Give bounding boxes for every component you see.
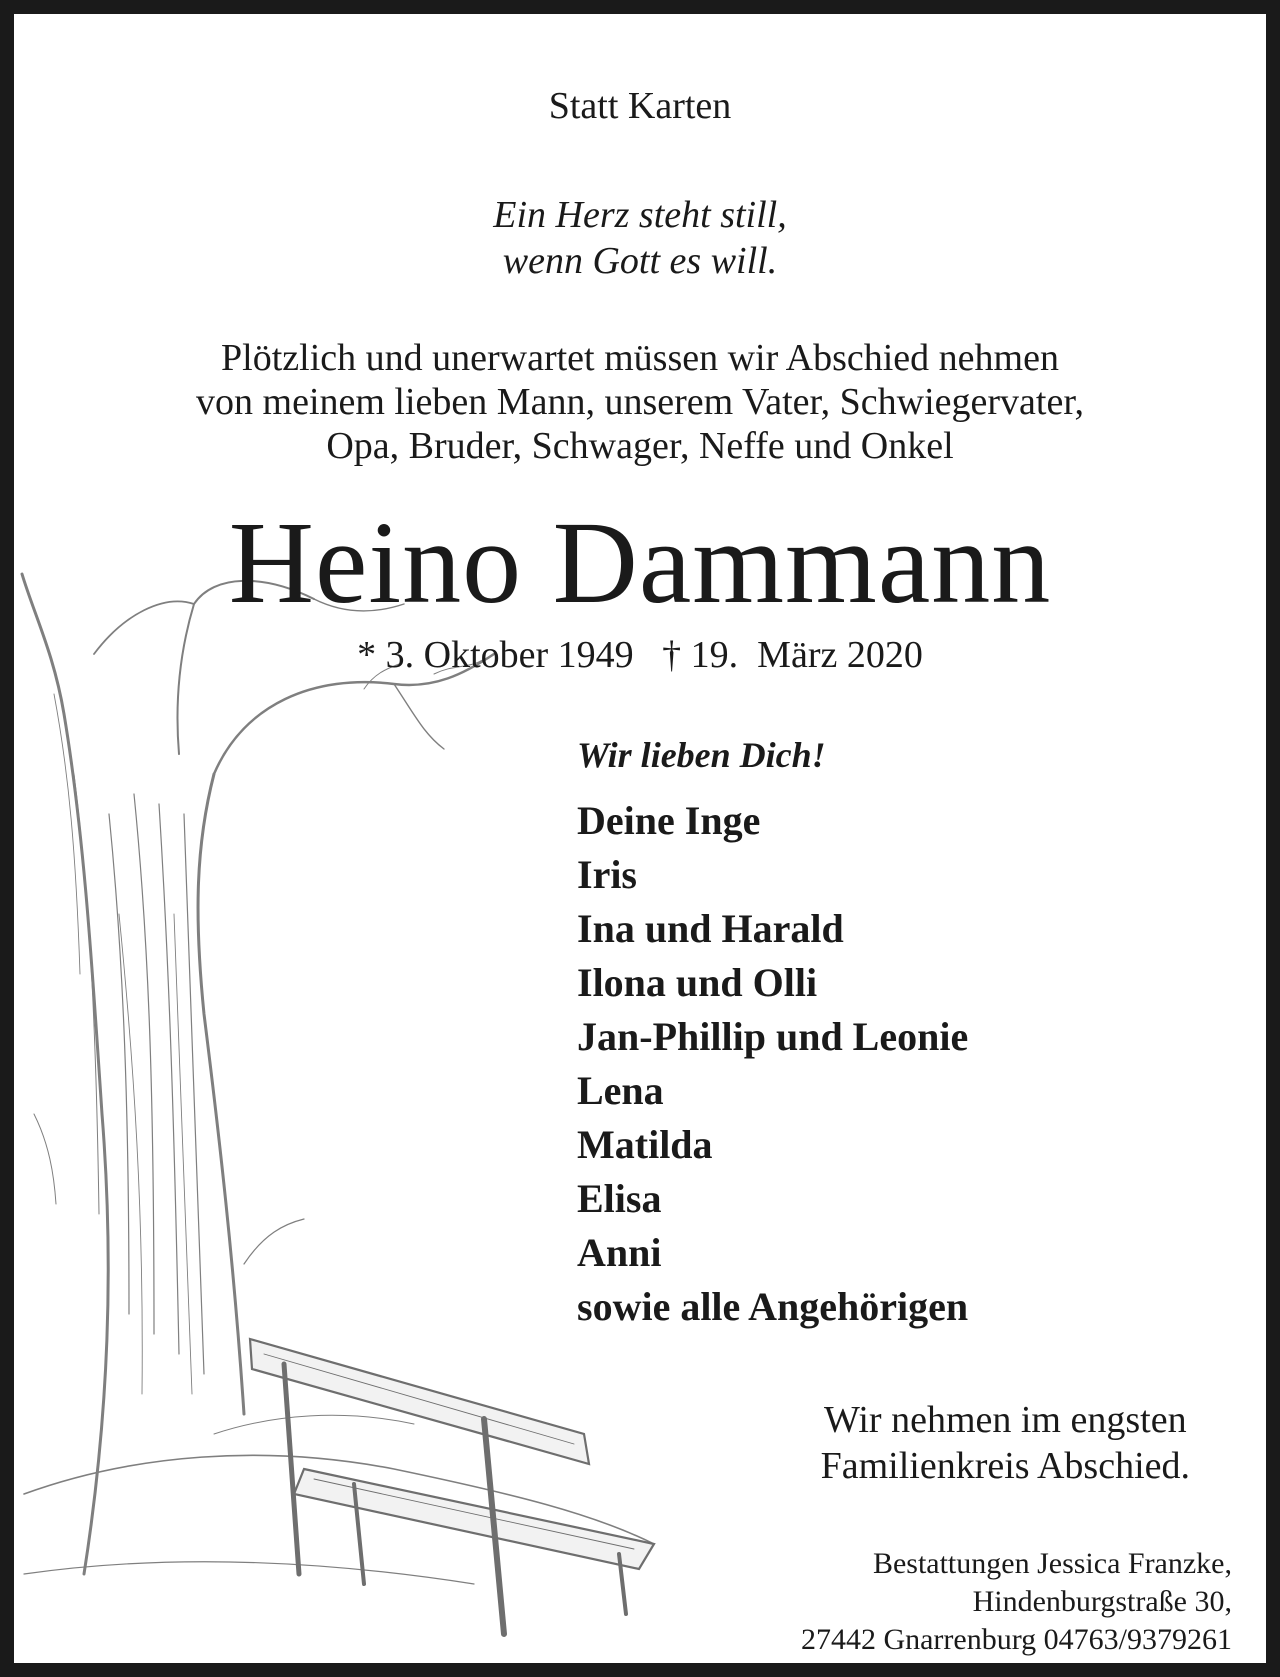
announcement-line: von meinem lieben Mann, unserem Vater, Schwiegervater,	[196, 381, 1084, 423]
funeral-home-info	[801, 1545, 1232, 1659]
announcement-line: Opa, Bruder, Schwager, Neffe und Onkel	[326, 425, 954, 467]
farewell-line: Wir nehmen im engsten	[824, 1399, 1187, 1441]
mourner-name: Anni	[577, 1230, 662, 1275]
birth-date: * 3. Oktober 1949	[357, 634, 634, 676]
announcement-line: Plötzlich und unerwartet müssen wir Abschied nehmen	[221, 337, 1059, 379]
mourner-name: Iris	[577, 852, 637, 897]
mourner-name: Elisa	[577, 1176, 662, 1221]
mourner-name: Matilda	[577, 1122, 713, 1167]
memorial-verse	[14, 192, 1266, 284]
love-line: Wir lieben Dich!	[577, 735, 826, 775]
mourner-name: Ina und Harald	[577, 906, 844, 951]
death-date: † 19. März 2020	[662, 634, 923, 676]
mourner-name: Jan-Phillip und Leonie	[577, 1014, 969, 1059]
verse-line: wenn Gott es will.	[502, 240, 778, 282]
deceased-name: Heino Dammann	[228, 497, 1052, 628]
notice-heading: Statt Karten	[548, 85, 732, 127]
bench-sketch	[250, 1339, 654, 1634]
verse-line: Ein Herz steht still,	[493, 194, 787, 236]
mourner-name: Lena	[577, 1068, 664, 1113]
mourner-name: sowie alle Angehörigen	[577, 1284, 969, 1329]
mourners-list	[577, 794, 968, 1334]
mourner-name: Ilona und Olli	[577, 960, 818, 1005]
announcement-text	[14, 336, 1266, 468]
farewell-line: Familienkreis Abschied.	[820, 1445, 1190, 1487]
funeral-home-street: Hindenburgstraße 30,	[972, 1585, 1232, 1618]
funeral-home-name: Bestattungen Jessica Franzke,	[872, 1547, 1232, 1580]
funeral-home-city-phone: 27442 Gnarrenburg 04763/9379261	[800, 1623, 1232, 1656]
mourner-name: Deine Inge	[577, 798, 761, 843]
life-dates	[14, 631, 1266, 679]
farewell-note	[821, 1397, 1190, 1489]
